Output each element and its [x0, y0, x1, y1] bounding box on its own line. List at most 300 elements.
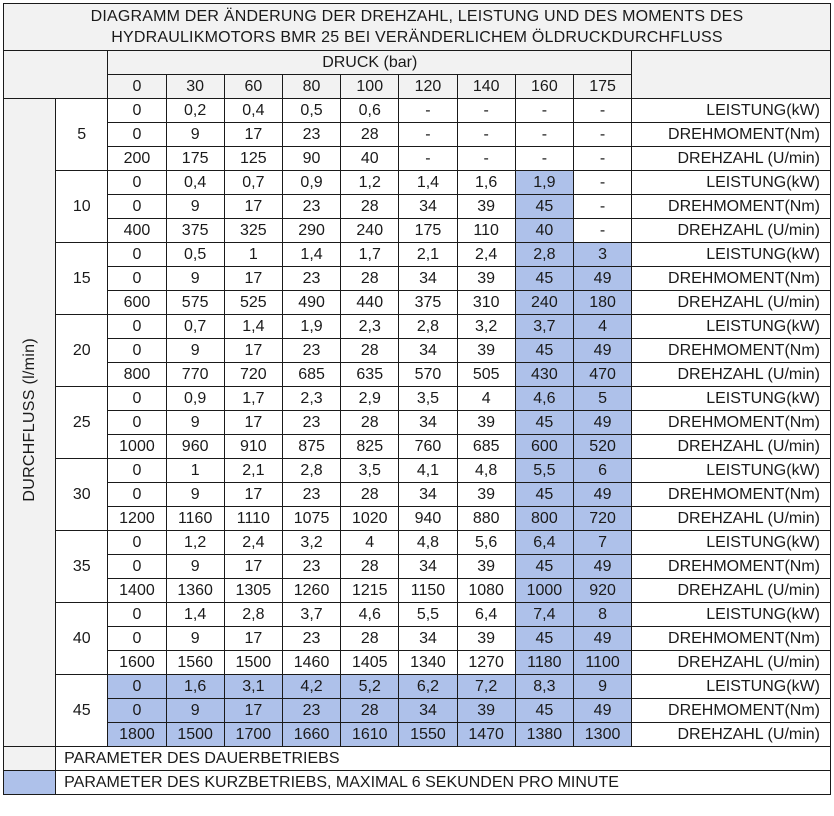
- torque-value-cell: 23: [282, 195, 340, 219]
- torque-value-cell: 28: [341, 483, 399, 507]
- torque-value-cell: 17: [224, 339, 282, 363]
- legend-swatch-short-term: [4, 771, 56, 795]
- torque-value-cell: 9: [166, 699, 224, 723]
- speed-value-cell: 200: [108, 147, 166, 171]
- speed-row-label: DREHZAHL (U/min): [632, 219, 831, 243]
- power-row-label: LEISTUNG(kW): [632, 603, 831, 627]
- power-value-cell: 0: [108, 387, 166, 411]
- torque-value-cell: 17: [224, 267, 282, 291]
- torque-value-cell: 23: [282, 555, 340, 579]
- speed-value-cell: -: [573, 147, 631, 171]
- power-value-cell: 1: [224, 243, 282, 267]
- speed-value-cell: 720: [224, 363, 282, 387]
- power-value-cell: -: [573, 99, 631, 123]
- speed-value-cell: 1300: [573, 723, 631, 747]
- power-value-cell: 8: [573, 603, 631, 627]
- power-value-cell: 4,6: [515, 387, 573, 411]
- power-value-cell: 0,5: [282, 99, 340, 123]
- power-value-cell: 3,2: [282, 531, 340, 555]
- speed-value-cell: 940: [399, 507, 457, 531]
- torque-value-cell: 28: [341, 339, 399, 363]
- pressure-value: 30: [166, 75, 224, 99]
- performance-table: [3, 3, 831, 795]
- torque-value-cell: 0: [108, 555, 166, 579]
- speed-value-cell: 1100: [573, 651, 631, 675]
- torque-value-cell: 45: [515, 627, 573, 651]
- torque-row-label: DREHMOMENT(Nm): [632, 555, 831, 579]
- power-value-cell: 0: [108, 171, 166, 195]
- power-value-cell: 0: [108, 675, 166, 699]
- torque-value-cell: 23: [282, 627, 340, 651]
- torque-row-label: DREHMOMENT(Nm): [632, 195, 831, 219]
- power-value-cell: 2,3: [282, 387, 340, 411]
- speed-value-cell: 40: [515, 219, 573, 243]
- torque-value-cell: 9: [166, 555, 224, 579]
- speed-value-cell: 440: [341, 291, 399, 315]
- speed-value-cell: 770: [166, 363, 224, 387]
- speed-value-cell: 40: [341, 147, 399, 171]
- torque-value-cell: 9: [166, 411, 224, 435]
- power-value-cell: 5,2: [341, 675, 399, 699]
- speed-value-cell: 175: [166, 147, 224, 171]
- power-value-cell: 7: [573, 531, 631, 555]
- speed-value-cell: 180: [573, 291, 631, 315]
- speed-value-cell: 175: [399, 219, 457, 243]
- speed-value-cell: 1400: [108, 579, 166, 603]
- torque-value-cell: 23: [282, 267, 340, 291]
- speed-value-cell: 600: [108, 291, 166, 315]
- torque-value-cell: 39: [457, 627, 515, 651]
- power-value-cell: 3: [573, 243, 631, 267]
- pressure-value: 0: [108, 75, 166, 99]
- speed-value-cell: 1380: [515, 723, 573, 747]
- torque-value-cell: 0: [108, 339, 166, 363]
- table-row: [4, 723, 831, 747]
- table-row: [4, 387, 831, 411]
- performance-table-container: [3, 3, 831, 795]
- speed-row-label: DREHZAHL (U/min): [632, 291, 831, 315]
- table-row: [4, 147, 831, 171]
- table-row: [4, 363, 831, 387]
- pressure-value: 80: [282, 75, 340, 99]
- torque-value-cell: 23: [282, 123, 340, 147]
- flow-value: 45: [56, 675, 108, 747]
- torque-value-cell: 28: [341, 699, 399, 723]
- speed-value-cell: 1000: [108, 435, 166, 459]
- torque-value-cell: 0: [108, 267, 166, 291]
- speed-value-cell: 1700: [224, 723, 282, 747]
- torque-value-cell: -: [515, 123, 573, 147]
- power-value-cell: 2,9: [341, 387, 399, 411]
- power-value-cell: -: [457, 99, 515, 123]
- pressure-value: 175: [573, 75, 631, 99]
- power-value-cell: 2,1: [224, 459, 282, 483]
- power-value-cell: 1,4: [282, 243, 340, 267]
- torque-value-cell: 39: [457, 339, 515, 363]
- speed-value-cell: -: [457, 147, 515, 171]
- speed-value-cell: 290: [282, 219, 340, 243]
- torque-value-cell: 23: [282, 339, 340, 363]
- table-row: [4, 603, 831, 627]
- power-value-cell: 4,6: [341, 603, 399, 627]
- torque-value-cell: 34: [399, 627, 457, 651]
- speed-value-cell: 375: [399, 291, 457, 315]
- torque-value-cell: 9: [166, 195, 224, 219]
- speed-value-cell: 1550: [399, 723, 457, 747]
- table-row: [4, 579, 831, 603]
- table-row: [4, 627, 831, 651]
- torque-value-cell: 28: [341, 627, 399, 651]
- speed-value-cell: 880: [457, 507, 515, 531]
- table-row: [4, 675, 831, 699]
- power-value-cell: 3,5: [341, 459, 399, 483]
- power-value-cell: 3,1: [224, 675, 282, 699]
- torque-value-cell: 17: [224, 627, 282, 651]
- speed-row-label: DREHZAHL (U/min): [632, 147, 831, 171]
- pressure-value: 140: [457, 75, 515, 99]
- speed-value-cell: 430: [515, 363, 573, 387]
- flow-axis-label-cell: [4, 99, 56, 747]
- power-value-cell: 0: [108, 243, 166, 267]
- speed-value-cell: 1270: [457, 651, 515, 675]
- speed-value-cell: 575: [166, 291, 224, 315]
- torque-value-cell: 28: [341, 555, 399, 579]
- legend-swatch-continuous: [4, 747, 56, 771]
- legend-text-continuous: PARAMETER DES DAUERBETRIEBS: [56, 747, 831, 771]
- legend-row-short-term: [4, 771, 831, 795]
- torque-value-cell: 23: [282, 483, 340, 507]
- power-row-label: LEISTUNG(kW): [632, 99, 831, 123]
- power-value-cell: 6,4: [515, 531, 573, 555]
- speed-value-cell: 1110: [224, 507, 282, 531]
- speed-value-cell: 800: [108, 363, 166, 387]
- table-row: [4, 411, 831, 435]
- power-value-cell: 6,4: [457, 603, 515, 627]
- power-row-label: LEISTUNG(kW): [632, 171, 831, 195]
- speed-value-cell: 505: [457, 363, 515, 387]
- torque-value-cell: 9: [166, 123, 224, 147]
- speed-value-cell: 600: [515, 435, 573, 459]
- speed-value-cell: 240: [515, 291, 573, 315]
- speed-value-cell: 1020: [341, 507, 399, 531]
- table-title: [4, 4, 831, 51]
- speed-value-cell: 1610: [341, 723, 399, 747]
- torque-row-label: DREHMOMENT(Nm): [632, 267, 831, 291]
- speed-value-cell: 240: [341, 219, 399, 243]
- torque-value-cell: 45: [515, 555, 573, 579]
- power-value-cell: 1,4: [399, 171, 457, 195]
- power-value-cell: 3,7: [515, 315, 573, 339]
- power-value-cell: 1,7: [224, 387, 282, 411]
- legend-row-continuous: [4, 747, 831, 771]
- power-value-cell: 3,2: [457, 315, 515, 339]
- speed-value-cell: 525: [224, 291, 282, 315]
- torque-value-cell: 9: [166, 267, 224, 291]
- table-row: [4, 195, 831, 219]
- speed-value-cell: 760: [399, 435, 457, 459]
- torque-row-label: DREHMOMENT(Nm): [632, 699, 831, 723]
- torque-value-cell: 9: [166, 339, 224, 363]
- speed-row-label: DREHZAHL (U/min): [632, 435, 831, 459]
- speed-value-cell: 1000: [515, 579, 573, 603]
- power-row-label: LEISTUNG(kW): [632, 243, 831, 267]
- speed-value-cell: 400: [108, 219, 166, 243]
- label-header-cell: [632, 51, 831, 99]
- speed-value-cell: -: [399, 147, 457, 171]
- torque-value-cell: 39: [457, 411, 515, 435]
- torque-value-cell: 39: [457, 195, 515, 219]
- torque-value-cell: 0: [108, 699, 166, 723]
- power-value-cell: 0: [108, 603, 166, 627]
- table-row: [4, 291, 831, 315]
- power-value-cell: 1,9: [282, 315, 340, 339]
- speed-value-cell: -: [573, 219, 631, 243]
- power-value-cell: 3,7: [282, 603, 340, 627]
- table-row: [4, 507, 831, 531]
- torque-row-label: DREHMOMENT(Nm): [632, 123, 831, 147]
- power-value-cell: 4,1: [399, 459, 457, 483]
- speed-row-label: DREHZAHL (U/min): [632, 651, 831, 675]
- power-value-cell: 0: [108, 99, 166, 123]
- torque-value-cell: -: [573, 123, 631, 147]
- torque-value-cell: 28: [341, 267, 399, 291]
- power-value-cell: 4: [457, 387, 515, 411]
- speed-value-cell: 490: [282, 291, 340, 315]
- torque-value-cell: 17: [224, 411, 282, 435]
- table-row: [4, 219, 831, 243]
- torque-value-cell: 0: [108, 195, 166, 219]
- table-row: [4, 651, 831, 675]
- power-value-cell: 0,7: [166, 315, 224, 339]
- table-row: [4, 555, 831, 579]
- torque-value-cell: 49: [573, 555, 631, 579]
- table-body: [4, 4, 831, 795]
- table-row: [4, 459, 831, 483]
- pressure-header-row: [4, 51, 831, 75]
- power-value-cell: 4: [341, 531, 399, 555]
- legend-text-short-term: PARAMETER DES KURZBETRIEBS, MAXIMAL 6 SEKUNDEN PRO MINUTE: [56, 771, 831, 795]
- power-value-cell: 5,6: [457, 531, 515, 555]
- pressure-value: 60: [224, 75, 282, 99]
- torque-value-cell: 28: [341, 195, 399, 219]
- speed-value-cell: 920: [573, 579, 631, 603]
- table-row: [4, 123, 831, 147]
- speed-value-cell: 90: [282, 147, 340, 171]
- speed-value-cell: 1660: [282, 723, 340, 747]
- power-value-cell: 2,8: [515, 243, 573, 267]
- speed-value-cell: 1200: [108, 507, 166, 531]
- torque-value-cell: 45: [515, 339, 573, 363]
- torque-value-cell: 39: [457, 555, 515, 579]
- torque-value-cell: 45: [515, 411, 573, 435]
- torque-value-cell: 49: [573, 267, 631, 291]
- power-value-cell: 1,6: [166, 675, 224, 699]
- flow-value: 40: [56, 603, 108, 675]
- speed-value-cell: 1360: [166, 579, 224, 603]
- power-value-cell: 7,4: [515, 603, 573, 627]
- torque-value-cell: 0: [108, 411, 166, 435]
- power-value-cell: 2,8: [282, 459, 340, 483]
- power-value-cell: 1: [166, 459, 224, 483]
- torque-value-cell: 17: [224, 483, 282, 507]
- power-value-cell: 0,4: [166, 171, 224, 195]
- power-value-cell: 1,7: [341, 243, 399, 267]
- flow-axis-label: DURCHFLUSS (l/min): [21, 337, 39, 502]
- speed-value-cell: 1500: [166, 723, 224, 747]
- table-row: [4, 339, 831, 363]
- power-value-cell: 2,8: [224, 603, 282, 627]
- speed-value-cell: 470: [573, 363, 631, 387]
- torque-value-cell: 49: [573, 483, 631, 507]
- power-row-label: LEISTUNG(kW): [632, 531, 831, 555]
- torque-value-cell: 34: [399, 267, 457, 291]
- speed-value-cell: 1460: [282, 651, 340, 675]
- power-value-cell: -: [573, 171, 631, 195]
- power-row-label: LEISTUNG(kW): [632, 387, 831, 411]
- speed-value-cell: 635: [341, 363, 399, 387]
- torque-row-label: DREHMOMENT(Nm): [632, 627, 831, 651]
- speed-value-cell: -: [515, 147, 573, 171]
- speed-row-label: DREHZAHL (U/min): [632, 363, 831, 387]
- corner-cell: [4, 51, 108, 99]
- torque-value-cell: 49: [573, 339, 631, 363]
- torque-value-cell: 39: [457, 699, 515, 723]
- torque-value-cell: 49: [573, 411, 631, 435]
- speed-value-cell: 110: [457, 219, 515, 243]
- power-value-cell: 4,8: [457, 459, 515, 483]
- speed-value-cell: 1260: [282, 579, 340, 603]
- speed-value-cell: 685: [282, 363, 340, 387]
- power-value-cell: 6,2: [399, 675, 457, 699]
- speed-value-cell: 1800: [108, 723, 166, 747]
- speed-row-label: DREHZAHL (U/min): [632, 723, 831, 747]
- power-value-cell: 0,6: [341, 99, 399, 123]
- flow-value: 15: [56, 243, 108, 315]
- power-value-cell: 1,2: [166, 531, 224, 555]
- table-row: [4, 483, 831, 507]
- speed-row-label: DREHZAHL (U/min): [632, 579, 831, 603]
- torque-value-cell: 17: [224, 123, 282, 147]
- speed-value-cell: 520: [573, 435, 631, 459]
- power-value-cell: 1,2: [341, 171, 399, 195]
- speed-value-cell: 1600: [108, 651, 166, 675]
- torque-value-cell: -: [457, 123, 515, 147]
- torque-value-cell: 49: [573, 627, 631, 651]
- torque-value-cell: 0: [108, 627, 166, 651]
- power-value-cell: 2,4: [457, 243, 515, 267]
- power-value-cell: 0,9: [166, 387, 224, 411]
- power-value-cell: 1,4: [224, 315, 282, 339]
- torque-value-cell: 45: [515, 267, 573, 291]
- table-row: [4, 243, 831, 267]
- pressure-value: 100: [341, 75, 399, 99]
- speed-value-cell: 1340: [399, 651, 457, 675]
- power-value-cell: 6: [573, 459, 631, 483]
- speed-value-cell: 310: [457, 291, 515, 315]
- torque-value-cell: 34: [399, 339, 457, 363]
- torque-value-cell: 39: [457, 483, 515, 507]
- speed-value-cell: 720: [573, 507, 631, 531]
- torque-value-cell: 9: [166, 483, 224, 507]
- torque-value-cell: 17: [224, 699, 282, 723]
- power-value-cell: 8,3: [515, 675, 573, 699]
- speed-value-cell: 570: [399, 363, 457, 387]
- flow-value: 30: [56, 459, 108, 531]
- power-value-cell: 2,1: [399, 243, 457, 267]
- power-value-cell: 0,9: [282, 171, 340, 195]
- pressure-header: DRUCK (bar): [108, 51, 632, 75]
- power-row-label: LEISTUNG(kW): [632, 675, 831, 699]
- table-row: [4, 699, 831, 723]
- torque-value-cell: 28: [341, 411, 399, 435]
- power-value-cell: 0,2: [166, 99, 224, 123]
- torque-value-cell: -: [399, 123, 457, 147]
- table-row: [4, 435, 831, 459]
- power-value-cell: 2,3: [341, 315, 399, 339]
- speed-value-cell: 1470: [457, 723, 515, 747]
- torque-value-cell: 34: [399, 483, 457, 507]
- power-value-cell: 9: [573, 675, 631, 699]
- power-value-cell: 1,9: [515, 171, 573, 195]
- power-row-label: LEISTUNG(kW): [632, 315, 831, 339]
- power-row-label: LEISTUNG(kW): [632, 459, 831, 483]
- speed-value-cell: 825: [341, 435, 399, 459]
- power-value-cell: 0,4: [224, 99, 282, 123]
- torque-value-cell: 28: [341, 123, 399, 147]
- table-row: [4, 267, 831, 291]
- power-value-cell: 7,2: [457, 675, 515, 699]
- flow-value: 5: [56, 99, 108, 171]
- power-value-cell: 4,8: [399, 531, 457, 555]
- speed-value-cell: 125: [224, 147, 282, 171]
- power-value-cell: 4: [573, 315, 631, 339]
- torque-value-cell: -: [573, 195, 631, 219]
- torque-value-cell: 9: [166, 627, 224, 651]
- speed-value-cell: 1215: [341, 579, 399, 603]
- speed-value-cell: 875: [282, 435, 340, 459]
- torque-value-cell: 45: [515, 699, 573, 723]
- speed-value-cell: 800: [515, 507, 573, 531]
- torque-value-cell: 17: [224, 555, 282, 579]
- power-value-cell: 4,2: [282, 675, 340, 699]
- torque-row-label: DREHMOMENT(Nm): [632, 411, 831, 435]
- power-value-cell: 0,7: [224, 171, 282, 195]
- torque-value-cell: 45: [515, 483, 573, 507]
- table-row: [4, 531, 831, 555]
- power-value-cell: 0,5: [166, 243, 224, 267]
- torque-value-cell: 49: [573, 699, 631, 723]
- torque-value-cell: 34: [399, 699, 457, 723]
- torque-value-cell: 34: [399, 555, 457, 579]
- speed-value-cell: 1500: [224, 651, 282, 675]
- flow-value: 10: [56, 171, 108, 243]
- speed-value-cell: 1150: [399, 579, 457, 603]
- power-value-cell: 0: [108, 459, 166, 483]
- speed-value-cell: 1080: [457, 579, 515, 603]
- speed-value-cell: 1405: [341, 651, 399, 675]
- speed-value-cell: 1560: [166, 651, 224, 675]
- torque-value-cell: 0: [108, 123, 166, 147]
- title-line-1: DIAGRAMM DER ÄNDERUNG DER DREHZAHL, LEISTUNG UND DES MOMENTS DES: [90, 8, 744, 25]
- speed-value-cell: 685: [457, 435, 515, 459]
- torque-row-label: DREHMOMENT(Nm): [632, 483, 831, 507]
- power-value-cell: -: [399, 99, 457, 123]
- power-value-cell: 2,8: [399, 315, 457, 339]
- torque-value-cell: 45: [515, 195, 573, 219]
- speed-value-cell: 960: [166, 435, 224, 459]
- table-row: [4, 315, 831, 339]
- torque-value-cell: 23: [282, 699, 340, 723]
